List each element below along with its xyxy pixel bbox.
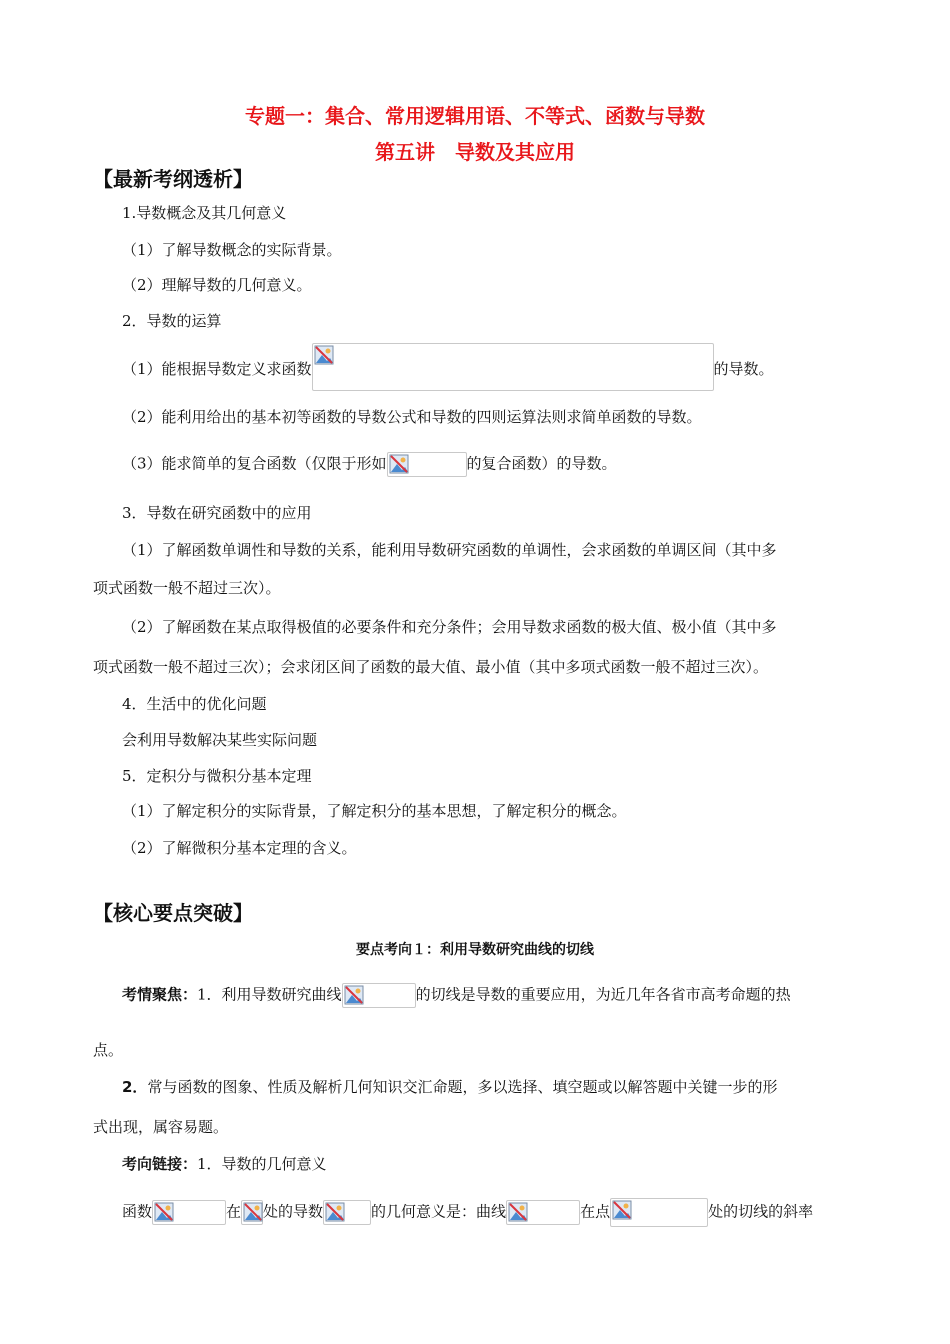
formula-image <box>387 452 467 477</box>
syllabus-item-with-formula <box>122 343 774 391</box>
paragraph-geometric-meaning <box>122 1198 813 1227</box>
broken-image-icon <box>344 985 364 1005</box>
label: 考向链接： <box>122 1155 198 1173</box>
syllabus-item: 5．定积分与微积分基本定理 <box>122 767 312 785</box>
broken-image-icon <box>154 1202 174 1222</box>
syllabus-item: （1）了解函数单调性和导数的关系，能利用导数研究函数的单调性，会求函数的单调区间（其中多 <box>122 541 777 559</box>
paragraph-text: 的切线是导数的重要应用，为近几年各省市高考命题的热 <box>415 985 791 1004</box>
syllabus-item: 3．导数在研究函数中的应用 <box>122 504 312 522</box>
main-title: 专题一：集合、常用逻辑用语、不等式、函数与导数 <box>245 104 705 128</box>
syllabus-item: 会利用导数解决某些实际问题 <box>122 731 318 749</box>
syllabus-text: 的复合函数）的导数。 <box>466 454 617 473</box>
paragraph-text: 式出现，属容易题。 <box>93 1118 229 1136</box>
lecture-title: 第五讲 导数及其应用 <box>375 140 575 164</box>
syllabus-item: 项式函数一般不超过三次）；会求闭区间了函数的最大值、最小值（其中多项式函数一般不超过三次）。 <box>93 658 769 676</box>
syllabus-item: （1）了解导数概念的实际背景。 <box>122 241 342 259</box>
subheading: 要点考向１：利用导数研究曲线的切线 <box>356 942 594 958</box>
section-heading-syllabus: 【最新考纲透析】 <box>93 167 253 191</box>
syllabus-text: （1）能根据导数定义求函数 <box>122 360 312 378</box>
syllabus-text: 的导数。 <box>713 360 774 378</box>
formula-image <box>152 1200 226 1225</box>
paragraph-text: 处的导数 <box>263 1202 324 1221</box>
paragraph-text: 在 <box>226 1202 242 1221</box>
paragraph-text: 处的切线的斜率 <box>708 1202 814 1221</box>
syllabus-item: 1.导数概念及其几何意义 <box>122 204 287 222</box>
paragraph-text: 常与函数的图象、性质及解析几何知识交汇命题，多以选择、填空题或以解答题中关键一步的形 <box>147 1078 778 1096</box>
syllabus-item: （2）理解导数的几何意义。 <box>122 276 312 294</box>
paragraph-text: 在点 <box>580 1202 611 1221</box>
paragraph-focus <box>122 983 791 1008</box>
broken-image-icon <box>325 1202 345 1222</box>
syllabus-item: 2．导数的运算 <box>122 312 222 330</box>
broken-image-icon <box>314 345 334 365</box>
formula-image <box>342 983 416 1008</box>
broken-image-icon <box>243 1202 263 1222</box>
syllabus-item: （2）了解微积分基本定理的含义。 <box>122 839 357 857</box>
formula-image <box>610 1198 708 1227</box>
formula-image <box>506 1200 580 1225</box>
syllabus-item: 项式函数一般不超过三次）。 <box>93 579 281 597</box>
paragraph-text: 的几何意义是：曲线 <box>371 1202 507 1221</box>
formula-image <box>312 343 714 391</box>
label: 考情聚焦： <box>122 985 198 1004</box>
broken-image-icon <box>508 1202 528 1222</box>
formula-image <box>241 1200 263 1225</box>
formula-image <box>323 1200 371 1225</box>
label: 2． <box>122 1078 148 1096</box>
syllabus-item: （2）能利用给出的基本初等函数的导数公式和导数的四则运算法则求简单函数的导数。 <box>122 408 702 426</box>
paragraph-text: 点。 <box>93 1041 124 1059</box>
syllabus-text: （3）能求简单的复合函数（仅限于形如 <box>122 454 387 473</box>
syllabus-item: 4．生活中的优化问题 <box>122 695 267 713</box>
paragraph-text: 1．利用导数研究曲线 <box>197 985 342 1004</box>
syllabus-item: （2）了解函数在某点取得极值的必要条件和充分条件；会用导数求函数的极大值、极小值（其中多 <box>122 618 777 636</box>
syllabus-item: （1）了解定积分的实际背景，了解定积分的基本思想，了解定积分的概念。 <box>122 802 627 820</box>
paragraph-text-2 <box>122 1077 777 1097</box>
broken-image-icon <box>389 454 409 474</box>
paragraph-text: 函数 <box>122 1202 153 1221</box>
syllabus-item-with-formula <box>122 452 617 477</box>
broken-image-icon <box>612 1200 632 1220</box>
paragraph-text: 1．导数的几何意义 <box>197 1155 327 1173</box>
paragraph-link <box>122 1154 327 1174</box>
section-heading-core: 【核心要点突破】 <box>93 901 253 925</box>
